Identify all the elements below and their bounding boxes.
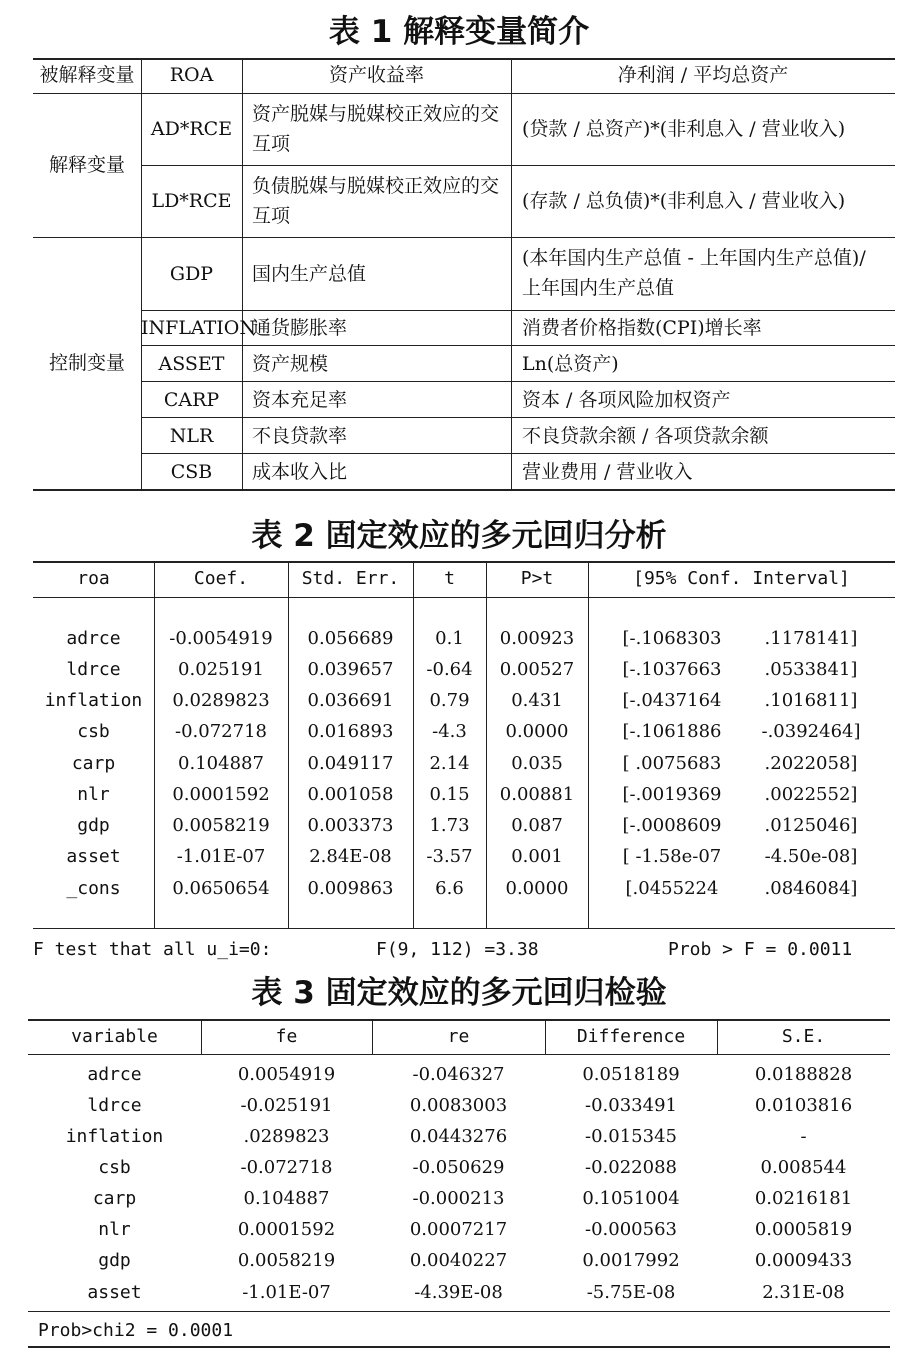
table3-variable-cell: adrce [87,1064,142,1085]
table2-value-cell: -4.3 [432,721,467,742]
table3-title: 表 3 固定效应的多元回归检验 [251,975,667,1011]
table2-value-cell: 0.15 [429,784,470,805]
table1-formula-cell: 消费者价格指数(CPI)增长率 [522,317,762,339]
table3-header-cell: S.E. [781,1026,826,1047]
table2-value-cell: [.0455224 [625,878,719,899]
table2-bottom-rule [33,928,895,929]
table1-row-rule [141,381,895,382]
table3-value-cell: -0.000563 [585,1219,677,1240]
table2-value-cell: 0.056689 [307,628,394,649]
table3-value-cell: 0.0017992 [582,1250,680,1271]
table2-value-cell: 0.087 [511,815,563,836]
table2-value-cell: .2022058] [764,753,858,774]
table3-value-cell: 0.104887 [243,1188,330,1209]
table3-header-rule [28,1054,890,1055]
table2-value-cell: [ -1.58e-07 [622,846,722,867]
table2-value-cell: 1.73 [429,815,470,836]
table2-variable-cell: _cons [66,878,121,899]
table3-value-cell: 0.0058219 [237,1250,336,1271]
table2-value-cell: [-.1061886 [622,721,722,742]
table2-value-cell: 0.00881 [499,784,575,805]
table3-value-cell: 0.0103816 [754,1095,853,1116]
table2-variable-cell: asset [66,846,121,867]
table2-header-cell: P>t [520,568,554,589]
table3-value-cell: -5.75E-08 [586,1282,676,1303]
table1-name-cell: 成本收入比 [252,461,348,483]
table2-prob: Prob > F = 0.0011 [668,939,853,960]
table3-value-cell: -0.050629 [412,1157,505,1178]
table1-code-cell: NLR [169,425,214,447]
table3-value-cell: .0289823 [243,1126,330,1147]
table1-header-rule [33,93,895,94]
table2-value-cell: [ .0075683 [622,753,722,774]
table2-col-rule [486,561,487,928]
table2-col-rule [154,561,155,928]
table3-header-cell: fe [275,1026,298,1047]
table1-formula-cell: 资本 / 各项风险加权资产 [522,389,731,411]
table2-value-cell: 0.0000 [505,878,569,899]
table1-header-cell: ROA [169,64,214,86]
table3-value-cell: -0.022088 [585,1157,677,1178]
table2-variable-cell: gdp [77,815,110,836]
table2-variable-cell: csb [77,721,110,742]
table2-value-cell: 0.025191 [178,659,264,680]
table2-header-cell: [95% Conf. Interval] [633,568,850,589]
table2-variable-cell: ldrce [66,659,121,680]
table1-name-cell: 负债脱媒与脱媒校正效应的交互项 [252,175,500,227]
table2-value-cell: [-.0437164 [622,690,722,711]
table2-value-cell: [-.1068303 [622,628,722,649]
table1-formula-cell: (本年国内生产总值 - 上年国内生产总值)/ 上年国内生产总值 [522,247,866,299]
table3-value-cell: 0.0040227 [409,1250,508,1271]
table3-value-cell: -0.015345 [585,1126,677,1147]
table1-formula-cell: 不良贷款余额 / 各项贷款余额 [522,425,769,447]
table3-value-cell: 0.0054919 [237,1064,336,1085]
table2-value-cell: 0.1 [435,628,464,649]
table2-value-cell: 0.00527 [499,659,575,680]
table3-value-cell: 0.0083003 [409,1095,508,1116]
table2-value-cell: [-.0008609 [622,815,722,836]
table2-value-cell: .0846084] [764,878,858,899]
table2-col-rule [413,561,414,928]
table2-value-cell: -0.072718 [175,721,267,742]
table1-row-rule [141,453,895,454]
table3-value-cell: 2.31E-08 [762,1282,845,1303]
table1-code-cell: CSB [170,461,213,483]
table2-value-cell: -1.01E-07 [176,846,266,867]
table1-row-rule [141,165,895,166]
table3-value-cell: 0.0518189 [582,1064,680,1085]
table2-value-cell: .1016811] [764,690,858,711]
table1-code-cell: CARP [163,389,220,411]
table2-value-cell: 0.049117 [307,753,394,774]
table2-value-cell: 6.6 [435,878,464,899]
table2-ftest-label: F test that all u_i=0: [33,939,272,960]
table2-value-cell: .0533841] [764,659,858,680]
table2-variable-cell: adrce [66,628,121,649]
table3-value-cell: -0.025191 [240,1095,333,1116]
table2-value-cell: 2.14 [429,753,470,774]
table2-value-cell: [-.1037663 [622,659,722,680]
table2-value-cell: 0.0289823 [172,690,270,711]
table1-formula-cell: (存款 / 总负债)*(非利息入 / 营业收入) [522,190,846,212]
table2-header-cell: Coef. [193,568,249,589]
table3-value-cell: -0.033491 [585,1095,677,1116]
table2-value-cell: 0.0000 [505,721,569,742]
table2-value-cell: 0.431 [511,690,563,711]
table3-variable-cell: gdp [98,1250,131,1271]
table3-value-cell: 0.0216181 [754,1188,853,1209]
table3-footer-rule [28,1346,890,1348]
table2-header-cell: Std. Err. [301,568,400,589]
table2-top-rule [33,561,895,563]
table3-value-cell: - [800,1126,807,1147]
table3-variable-cell: ldrce [87,1095,142,1116]
table1-name-cell: 资本充足率 [252,389,348,411]
table2-variable-cell: inflation [44,690,143,711]
table2-value-cell: 0.036691 [307,690,394,711]
table2-value-cell: -3.57 [426,846,473,867]
table3-variable-cell: asset [87,1282,142,1303]
table2-value-cell: 0.0058219 [172,815,270,836]
table1-col-rule [242,58,243,490]
table1-code-cell: AD*RCE [150,118,233,140]
table3-variable-cell: carp [92,1188,137,1209]
table1-row-rule [141,345,895,346]
table2-value-cell: 0.035 [511,753,563,774]
table2-value-cell: 0.003373 [307,815,394,836]
table1-name-cell: 资产脱媒与脱媒校正效应的交互项 [252,103,500,155]
table2-value-cell: 0.00923 [499,628,575,649]
table3-value-cell: -0.046327 [412,1064,505,1085]
table2-header-rule [33,597,895,598]
table1-header-cell: 资产收益率 [328,64,424,86]
table1-group-label: 控制变量 [48,352,125,374]
table1-top-rule [33,58,895,60]
table2-col-rule [588,561,589,928]
table2-value-cell: -4.50e-08] [764,846,858,867]
table1-row-rule [141,310,895,311]
table2-value-cell: 0.0001592 [172,784,270,805]
table2-value-cell: -0.64 [426,659,473,680]
table1-name-cell: 资产规模 [252,353,329,375]
table2-value-cell: 0.001058 [307,784,394,805]
table1-group-label: 解释变量 [48,154,125,176]
table3-header-cell: re [447,1026,470,1047]
table2-header-cell: roa [77,568,110,589]
table3-value-cell: -0.072718 [240,1157,333,1178]
table2-value-cell: .0022552] [764,784,858,805]
table1-title: 表 1 解释变量简介 [328,14,590,50]
table1-name-cell: 不良贷款率 [252,425,348,447]
table1-formula-cell: 营业费用 / 营业收入 [522,461,693,483]
table1-formula-cell: (贷款 / 总资产)*(非利息入 / 营业收入) [522,118,846,140]
table3-value-cell: -0.000213 [412,1188,505,1209]
table1-bottom-rule [33,489,895,491]
table3-variable-cell: nlr [98,1219,131,1240]
table2-value-cell: -.0392464] [761,721,861,742]
table3-header-cell: Difference [576,1026,686,1047]
table3-value-cell: 0.0188828 [754,1064,853,1085]
table1-col-rule [511,58,512,490]
table1-code-cell: INFLATION [141,317,256,339]
table3-value-cell: 0.0001592 [237,1219,336,1240]
table3-value-cell: 0.0007217 [409,1219,508,1240]
table2-value-cell: 0.104887 [178,753,264,774]
table1-code-cell: LD*RCE [151,190,232,212]
table3-value-cell: 0.1051004 [582,1188,680,1209]
table2-value-cell: 0.009863 [307,878,394,899]
table3-value-cell: 0.008544 [760,1157,847,1178]
table2-value-cell: 0.001 [511,846,563,867]
table2-value-cell: -0.0054919 [169,628,273,649]
table3-value-cell: 0.0443276 [409,1126,508,1147]
table2-value-cell: .0125046] [764,815,858,836]
table3-value-cell: 0.0009433 [754,1250,853,1271]
table1-header-cell: 被解释变量 [39,64,135,86]
table1-code-cell: GDP [169,263,214,285]
table2-variable-cell: carp [71,753,116,774]
table2-value-cell: 0.016893 [307,721,394,742]
table1-name-cell: 国内生产总值 [252,263,367,285]
table2-value-cell: 0.79 [429,690,470,711]
table2-value-cell: 0.0650654 [172,878,270,899]
table2-fstat: F(9, 112) =3.38 [376,939,539,960]
table3-variable-cell: csb [98,1157,131,1178]
table1-code-cell: ASSET [158,353,225,375]
table3-bottom-rule [28,1311,890,1312]
table2-title: 表 2 固定效应的多元回归分析 [251,518,667,554]
table2-value-cell: 0.039657 [307,659,394,680]
table3-prob: Prob>chi2 = 0.0001 [38,1320,234,1341]
table2-value-cell: 2.84E-08 [309,846,392,867]
table3-value-cell: 0.0005819 [754,1219,853,1240]
table2-header-cell: t [444,568,455,589]
table1-name-cell: 通货膨胀率 [252,317,348,339]
table2-variable-cell: nlr [77,784,110,805]
table1-group-rule [33,237,895,238]
table3-value-cell: -4.39E-08 [414,1282,503,1303]
table1-row-rule [141,417,895,418]
table2-col-rule [288,561,289,928]
table2-value-cell: .1178141] [764,628,858,649]
table3-variable-cell: inflation [65,1126,164,1147]
table3-header-cell: variable [71,1026,158,1047]
table2-value-cell: [-.0019369 [622,784,722,805]
table1-formula-cell: Ln(总资产) [522,353,619,375]
table1-header-cell: 净利润 / 平均总资产 [617,64,789,86]
table3-value-cell: -1.01E-07 [242,1282,331,1303]
table3-top-rule [28,1019,890,1021]
